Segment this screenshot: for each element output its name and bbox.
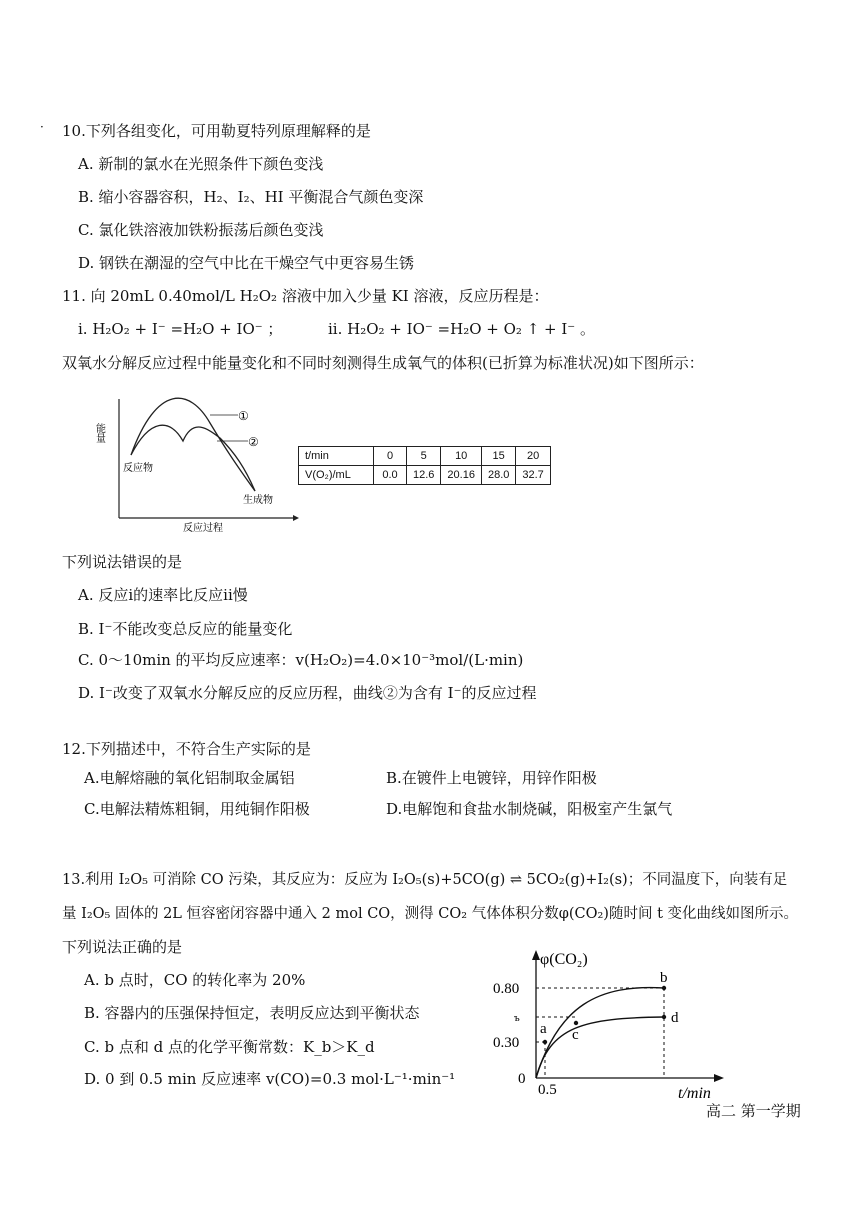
- q11-option-d: D. I⁻改变了双氧水分解反应的反应历程，曲线②为含有 I⁻的反应过程: [78, 684, 537, 702]
- table-cell: 32.7: [516, 466, 550, 485]
- table-cell: 15: [481, 447, 515, 466]
- table-row: [299, 466, 551, 485]
- table-cell: 20.16: [441, 466, 482, 485]
- q10-option-c: C. 氯化铁溶液加铁粉振荡后颜色变浅: [78, 221, 324, 239]
- q11-description: 双氧水分解反应过程中能量变化和不同时刻测得生成氧气的体积(已折算为标准状况)如下图所示：: [62, 354, 704, 372]
- reactant-label: 反应物: [123, 463, 153, 474]
- q13-option-a: A. b 点时，CO 的转化率为 20%: [84, 971, 306, 989]
- graph-x-label: t/min: [678, 1085, 711, 1102]
- o2-volume-table: [298, 446, 551, 485]
- point-d: d: [671, 1010, 679, 1026]
- curve-1: [131, 398, 255, 491]
- page-footer: 高二 第一学期: [706, 1102, 801, 1120]
- q12-option-d: D.电解饱和食盐水制烧碱，阳极室产生氯气: [386, 800, 673, 818]
- q11-step-i: i. H₂O₂ + I⁻ =H₂O + IO⁻ ；: [78, 320, 283, 338]
- graph-stray-mark: ъ: [514, 1012, 520, 1024]
- q11-step-ii: ii. H₂O₂ + IO⁻ =H₂O + O₂ ↑ + I⁻ 。: [328, 320, 595, 338]
- table-cell: 0.0: [374, 466, 407, 485]
- energy-x-label: 反应过程: [183, 523, 223, 534]
- q13-option-b: B. 容器内的压强保持恒定，表明反应达到平衡状态: [84, 1004, 420, 1022]
- point-a: a: [540, 1021, 547, 1037]
- q13-option-c: C. b 点和 d 点的化学平衡常数：K_b＞K_d: [84, 1038, 375, 1056]
- curve-d: [536, 1017, 664, 1078]
- q13-prompt: 下列说法正确的是: [62, 938, 183, 956]
- table-cell: 10: [441, 447, 482, 466]
- graph-y-tick-030: 0.30: [493, 1035, 520, 1051]
- q10-option-b: B. 缩小容器容积，H₂、I₂、HI 平衡混合气颜色变深: [78, 188, 424, 206]
- q11-option-c: C. 0～10min 的平均反应速率：v(H₂O₂)=4.0×10⁻³mol/(L·min): [78, 651, 524, 669]
- table-cell: 28.0: [481, 466, 515, 485]
- table-cell: 0: [374, 447, 407, 466]
- q11-option-a: A. 反应i的速率比反应ii慢: [78, 586, 248, 604]
- energy-y-label: 能量: [93, 423, 105, 443]
- q11-option-b: B. I⁻不能改变总反应的能量变化: [78, 620, 293, 638]
- q13-stem-line1: 13.利用 I₂O₅ 可消除 CO 污染，其反应为：反应为 I₂O₅(s)+5CO(g) ⇌ 5CO₂(g)+I₂(s)；不同温度下，向装有足: [62, 872, 788, 888]
- table-cell: 20: [516, 447, 550, 466]
- margin-mark: ·: [40, 120, 44, 134]
- q12-stem: 12.下列描述中，不符合生产实际的是: [62, 740, 311, 758]
- product-label: 生成物: [243, 495, 273, 506]
- point-c: c: [572, 1027, 579, 1043]
- curve-2-label: ②: [248, 435, 259, 449]
- curve-2: [131, 425, 255, 491]
- co2-fraction-graph: [488, 946, 738, 1106]
- graph-origin: 0: [518, 1071, 526, 1087]
- q11-prompt: 下列说法错误的是: [62, 553, 183, 571]
- q12-option-c: C.电解法精炼粗铜，用纯铜作阳极: [84, 800, 310, 818]
- table-cell: 5: [407, 447, 441, 466]
- q11-stem: 11. 向 20mL 0.40mol/L H₂O₂ 溶液中加入少量 KI 溶液，反应历程是：: [62, 287, 549, 305]
- q13-option-d: D. 0 到 0.5 min 反应速率 v(CO)=0.3 mol·L⁻¹·min⁻¹: [84, 1070, 456, 1088]
- energy-profile-diagram: [95, 393, 300, 533]
- graph-y-label: φ(CO₂): [540, 951, 588, 968]
- q10-option-d: D. 钢铁在潮湿的空气中比在干燥空气中更容易生锈: [78, 254, 415, 272]
- q12-option-b: B.在镀件上电镀锌，用锌作阳极: [386, 769, 597, 787]
- q12-option-a: A.电解熔融的氧化铝制取金属铝: [84, 769, 295, 787]
- point-b: b: [660, 970, 668, 986]
- curve-b: [536, 988, 664, 1078]
- graph-x-tick: 0.5: [538, 1082, 557, 1098]
- curve-1-label: ①: [238, 409, 249, 423]
- q10-option-a: A. 新制的氯水在光照条件下颜色变浅: [78, 155, 324, 173]
- table-header-volume: V(O₂)/mL: [299, 466, 374, 485]
- q13-stem-line2: 量 I₂O₅ 固体的 2L 恒容密闭容器中通入 2 mol CO，测得 CO₂ 气体体积分数φ(CO₂)随时间 t 变化曲线如图所示。: [62, 906, 798, 922]
- table-cell: 12.6: [407, 466, 441, 485]
- q10-stem: 10.下列各组变化，可用勒夏特列原理解释的是: [62, 122, 371, 140]
- graph-y-tick-080: 0.80: [493, 981, 520, 997]
- table-header-time: t/min: [299, 447, 374, 466]
- table-row: [299, 447, 551, 466]
